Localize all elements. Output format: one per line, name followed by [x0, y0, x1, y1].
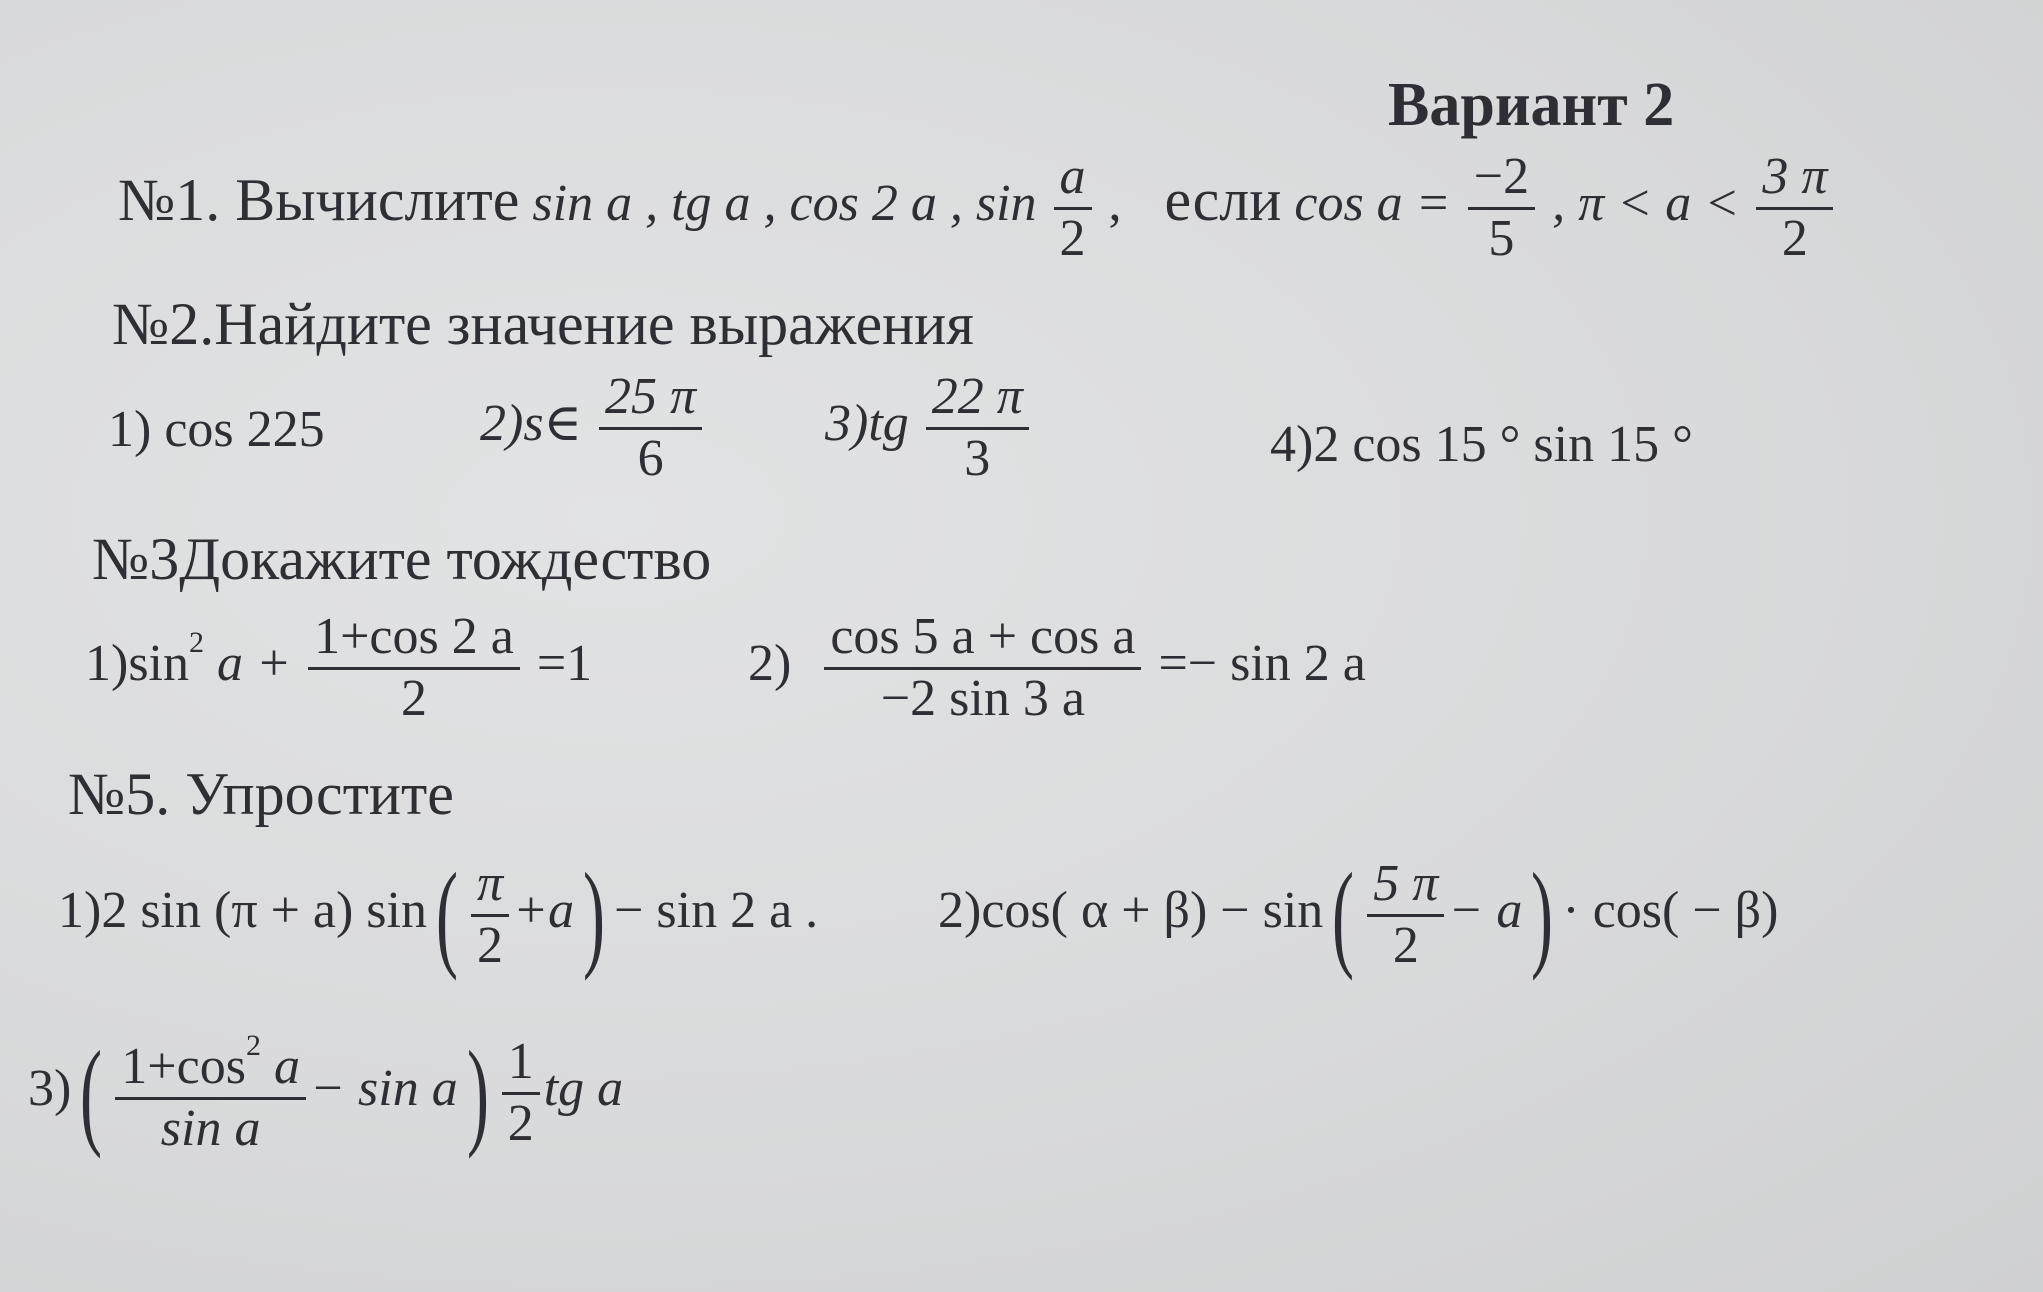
- task1-comma: ,: [1108, 175, 1122, 233]
- task1-range-den: 2: [1781, 209, 1808, 267]
- task5-item2-lparen: (: [1332, 848, 1355, 981]
- task1-line: [118, 150, 1837, 266]
- task5-item3-num-sup: 2: [245, 1029, 261, 1062]
- task5-item3-half-den: 2: [507, 1094, 534, 1152]
- task1-range-fraction: [1756, 150, 1833, 266]
- task5-item3-rparen: ): [466, 1026, 489, 1160]
- task5-item2-rparen: ): [1531, 848, 1554, 981]
- task1-cond-den: 5: [1488, 209, 1515, 267]
- task2-item4: 4)2 cos 15 ° sin 15 °: [1270, 416, 1693, 473]
- task5-item2-prefix: 2)cos( α + β) − sin: [938, 881, 1324, 939]
- task5-item3-num-a: 1+cos: [121, 1038, 246, 1095]
- task2-item2: [480, 370, 706, 486]
- task5-item3-fraction: [115, 1030, 306, 1156]
- task2-item2-den: 6: [637, 429, 664, 487]
- task1-half-fraction: [1054, 150, 1092, 266]
- task5-item3-lparen: (: [80, 1026, 103, 1160]
- task3-item1-mid: a +: [217, 635, 292, 693]
- task1-if-word: если: [1164, 167, 1282, 234]
- task5-item3-half-fraction: [502, 1035, 540, 1151]
- task1-half-num: a: [1054, 150, 1092, 210]
- task5-item1-fraction: [471, 854, 509, 974]
- task5-item3-den: sin a: [160, 1099, 261, 1157]
- task3-item1-prefix: 1)sin: [85, 635, 189, 693]
- task1-cond-num: −2: [1468, 150, 1535, 210]
- task5-item1-den: 2: [476, 916, 503, 974]
- task3-heading: №3Докажите тождество: [92, 526, 712, 592]
- task5-item2-den: 2: [1392, 916, 1419, 974]
- task2-item3-num: 22 π: [926, 370, 1029, 430]
- task1-expr: sin a , tg a , cos 2 a , sin: [532, 175, 1037, 233]
- task2-item2-prefix: 2)s∈: [480, 395, 583, 453]
- task3-item2-rhs: =− sin 2 a: [1158, 635, 1366, 693]
- task3-item1-rhs: =1: [536, 635, 593, 693]
- task5-item3-mid: − sin a: [309, 1060, 458, 1118]
- task3-item1-fraction: [308, 610, 520, 726]
- task5-item2-num: 5 π: [1367, 857, 1444, 917]
- task5-item1-in: +a: [513, 881, 575, 939]
- task1-cond-fraction: [1468, 150, 1535, 266]
- task5-item2-fraction: [1367, 854, 1444, 974]
- task3-item2-fraction: [824, 610, 1141, 726]
- task2-item2-fraction: [599, 370, 702, 486]
- task3-item2: [748, 610, 1366, 726]
- task2-item2-num: 25 π: [599, 370, 702, 430]
- task5-item3-prefix: 3): [28, 1060, 72, 1118]
- task2-item3-prefix: 3)tg: [825, 395, 909, 453]
- task5-item1-lparen: (: [435, 848, 458, 981]
- task5-item3: [28, 1026, 624, 1160]
- task5-item1-rparen: ): [583, 848, 606, 981]
- task3-item2-num: cos 5 a + cos a: [824, 610, 1141, 670]
- task5-item2-tail: · cos( − β): [1562, 881, 1779, 939]
- task1-cond-left: cos a =: [1294, 175, 1451, 233]
- task5-heading: №5. Упростите: [68, 761, 454, 827]
- task5-item3-num-b: a: [273, 1038, 300, 1095]
- task3-item1-num: 1+cos 2 a: [308, 610, 520, 670]
- task1-half-den: 2: [1059, 209, 1086, 267]
- task5-item1-prefix: 1)2 sin (π + a) sin: [58, 881, 427, 939]
- task5-item1-tail: − sin 2 a .: [614, 881, 819, 939]
- task1-range-text: , π < a <: [1552, 175, 1740, 233]
- task5-item1: [58, 848, 819, 981]
- task2-item3: [825, 370, 1033, 486]
- page-title: Вариант 2: [1388, 71, 1675, 139]
- task5-item3-tail: tg a: [543, 1060, 624, 1118]
- task5-item3-num: [115, 1030, 306, 1100]
- task5-item1-num: π: [471, 857, 509, 917]
- task3-item1-den: 2: [400, 669, 427, 727]
- task2-heading: №2.Найдите значение выражения: [112, 291, 974, 357]
- task3-item1: [85, 610, 592, 726]
- task5-item2: [938, 848, 1779, 981]
- task3-item2-den: −2 sin 3 a: [880, 669, 1085, 727]
- task5-item2-in: − a: [1448, 881, 1523, 939]
- task2-item1: 1) cos 225: [108, 401, 325, 458]
- task5-item3-half-num: 1: [502, 1035, 540, 1095]
- task3-item2-prefix: 2): [748, 635, 792, 693]
- task3-item1-sup: 2: [189, 626, 204, 660]
- task2-item3-fraction: [926, 370, 1029, 486]
- task2-item3-den: 3: [964, 429, 991, 487]
- task1-range-num: 3 π: [1756, 150, 1833, 210]
- task1-label: №1. Вычислите: [118, 167, 520, 234]
